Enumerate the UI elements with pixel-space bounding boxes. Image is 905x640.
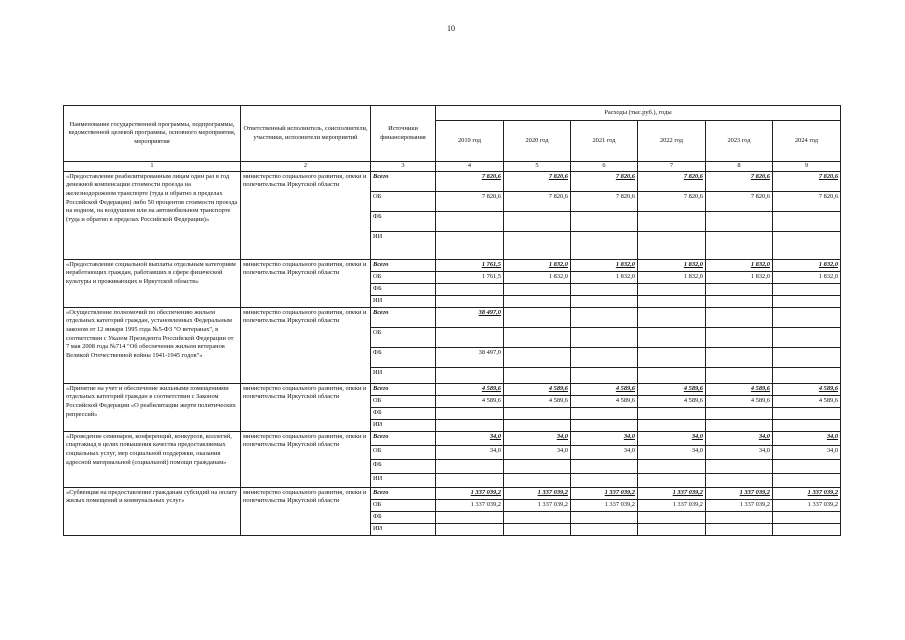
expense-value	[436, 283, 504, 295]
funding-source: ОБ	[371, 191, 436, 211]
expense-value: 7 820,6	[436, 191, 504, 211]
header-year: 2021 год	[571, 121, 638, 162]
funding-source: ИИ	[371, 231, 436, 259]
funding-source: ФБ	[371, 347, 436, 367]
expense-value	[638, 327, 706, 347]
expense-value	[436, 523, 504, 535]
expense-value	[504, 231, 571, 259]
expense-value: 34,0	[436, 445, 504, 459]
expense-value: 1 337 039,2	[436, 487, 504, 499]
expense-value: 34,0	[638, 445, 706, 459]
column-number: 7	[638, 162, 706, 172]
expense-value: 4 589,6	[504, 383, 571, 395]
expense-value: 34,0	[571, 431, 638, 445]
header-year: 2020 год	[504, 121, 571, 162]
executor: министерство социального развития, опеки и попечительства Иркутской области	[241, 383, 371, 431]
column-number: 4	[436, 162, 504, 172]
expense-value	[504, 211, 571, 231]
expense-value: 34,0	[571, 445, 638, 459]
expense-value	[706, 511, 773, 523]
expense-value: 1 832,0	[504, 259, 571, 271]
expense-value: 34,0	[504, 445, 571, 459]
column-number: 3	[371, 162, 436, 172]
funding-source: Всего	[371, 487, 436, 499]
expense-value: 38 497,0	[436, 347, 504, 367]
expense-value: 34,0	[706, 431, 773, 445]
expense-value	[773, 473, 841, 487]
header-year: 2022 год	[638, 121, 706, 162]
expense-value	[504, 407, 571, 419]
page-number: 10	[447, 24, 455, 33]
expense-value: 7 820,6	[436, 171, 504, 191]
expense-value	[571, 307, 638, 327]
table-row	[64, 171, 841, 191]
table-row	[64, 431, 841, 445]
header-executor: Ответственный исполнитель, соисполнители, участники, исполнители мероприятий	[241, 106, 371, 162]
expense-value	[706, 295, 773, 307]
expense-value	[638, 419, 706, 431]
expense-value	[706, 211, 773, 231]
expense-value	[504, 523, 571, 535]
expense-value	[638, 473, 706, 487]
expense-value: 4 589,6	[436, 395, 504, 407]
expense-value	[706, 367, 773, 383]
expense-value	[706, 327, 773, 347]
funding-source: ФБ	[371, 211, 436, 231]
expense-value: 1 337 039,2	[504, 487, 571, 499]
program-name: «Предоставление социальной выплаты отдельным категориям неработающих граждан, работавших в сфере физической культуры и проживающих в Иркутской области»	[64, 259, 241, 307]
expense-value	[638, 407, 706, 419]
expense-value	[571, 231, 638, 259]
expense-value	[571, 523, 638, 535]
table-row	[64, 487, 841, 499]
expense-value	[436, 211, 504, 231]
column-number: 6	[571, 162, 638, 172]
expense-value	[773, 523, 841, 535]
funding-source: ОБ	[371, 271, 436, 283]
expense-value	[504, 511, 571, 523]
expense-value: 4 589,6	[571, 383, 638, 395]
expense-value	[706, 347, 773, 367]
expense-value: 7 820,6	[638, 191, 706, 211]
expense-value: 34,0	[773, 431, 841, 445]
funding-source: Всего	[371, 171, 436, 191]
expense-value	[571, 511, 638, 523]
header-program-name: Наименование государственной программы, подпрограммы, ведомственной целевой программы, основного мероприятия, мероприятия	[64, 106, 241, 162]
expense-value: 1 337 039,2	[571, 487, 638, 499]
expense-value: 38 497,0	[436, 307, 504, 327]
expense-value: 4 589,6	[706, 395, 773, 407]
expense-value: 7 820,6	[706, 171, 773, 191]
expense-value	[773, 511, 841, 523]
expense-value: 1 337 039,2	[773, 499, 841, 511]
table-row	[64, 383, 841, 395]
expense-value	[504, 367, 571, 383]
expense-value	[706, 523, 773, 535]
expense-value: 1 337 039,2	[638, 499, 706, 511]
expense-value	[773, 347, 841, 367]
funding-source: ФБ	[371, 283, 436, 295]
expense-value	[436, 511, 504, 523]
expense-value: 1 832,0	[638, 271, 706, 283]
expense-value	[571, 419, 638, 431]
expense-value	[504, 347, 571, 367]
expense-value	[436, 459, 504, 473]
funding-source: ИИ	[371, 419, 436, 431]
expense-value	[773, 327, 841, 347]
expense-value	[571, 473, 638, 487]
expense-value	[638, 283, 706, 295]
funding-source: ОБ	[371, 395, 436, 407]
expense-value: 1 832,0	[773, 271, 841, 283]
expense-value	[436, 327, 504, 347]
expense-value: 34,0	[773, 445, 841, 459]
expense-value	[436, 295, 504, 307]
expense-value	[504, 473, 571, 487]
funding-source: ИИ	[371, 473, 436, 487]
expense-value: 7 820,6	[504, 191, 571, 211]
expense-value	[706, 231, 773, 259]
expense-value: 4 589,6	[571, 395, 638, 407]
expense-value: 1 337 039,2	[504, 499, 571, 511]
expense-value	[638, 211, 706, 231]
expense-value: 7 820,6	[571, 191, 638, 211]
executor: министерство социального развития, опеки и попечительства Иркутской области	[241, 431, 371, 487]
expense-value	[773, 419, 841, 431]
table-row	[64, 307, 841, 327]
executor: министерство социального развития, опеки и попечительства Иркутской области	[241, 307, 371, 383]
header-sources: Источники финансирования	[371, 106, 436, 162]
expense-value: 4 589,6	[638, 395, 706, 407]
executor: министерство социального развития, опеки и попечительства Иркутской области	[241, 259, 371, 307]
expense-value	[436, 419, 504, 431]
expense-value	[638, 367, 706, 383]
funding-source: ИИ	[371, 523, 436, 535]
expense-value	[773, 307, 841, 327]
expense-value	[571, 459, 638, 473]
expense-value: 1 832,0	[571, 271, 638, 283]
column-number: 8	[706, 162, 773, 172]
expense-value: 1 832,0	[638, 259, 706, 271]
column-number: 9	[773, 162, 841, 172]
expense-value	[638, 523, 706, 535]
expense-value	[706, 459, 773, 473]
expense-value	[638, 307, 706, 327]
expense-value	[571, 295, 638, 307]
expense-value	[638, 511, 706, 523]
expense-value: 4 589,6	[638, 383, 706, 395]
expense-value: 7 820,6	[706, 191, 773, 211]
expense-value: 7 820,6	[773, 191, 841, 211]
funding-source: ИИ	[371, 295, 436, 307]
expense-value: 4 589,6	[773, 395, 841, 407]
expense-value	[504, 459, 571, 473]
expense-value	[638, 295, 706, 307]
program-name: «Проведение семинаров, конференций, конкурсов, коллегий, спартакиад в целях повышения качества предоставляемых социальных услуг, мер социальной поддержки, оказания адресной материальной (социальной) помощи гражданам»	[64, 431, 241, 487]
expense-value	[504, 419, 571, 431]
expense-value: 1 761,5	[436, 259, 504, 271]
table-row	[64, 259, 841, 271]
funding-source: Всего	[371, 307, 436, 327]
column-number: 5	[504, 162, 571, 172]
expense-value	[638, 347, 706, 367]
expense-value	[571, 407, 638, 419]
expense-value	[436, 407, 504, 419]
expense-value: 1 337 039,2	[706, 499, 773, 511]
expense-value	[706, 407, 773, 419]
expense-value: 7 820,6	[571, 171, 638, 191]
column-number: 2	[241, 162, 371, 172]
expense-value	[504, 295, 571, 307]
expense-value	[706, 283, 773, 295]
column-number: 1	[64, 162, 241, 172]
header-year: 2024 год	[773, 121, 841, 162]
expense-value	[571, 367, 638, 383]
expense-value: 1 761,5	[436, 271, 504, 283]
expense-value	[773, 367, 841, 383]
expense-value: 1 337 039,2	[436, 499, 504, 511]
expense-value: 4 589,6	[706, 383, 773, 395]
funding-source: ИИ	[371, 367, 436, 383]
expense-value: 34,0	[436, 431, 504, 445]
expenses-table	[63, 105, 841, 536]
funding-source: ОБ	[371, 445, 436, 459]
expense-value: 7 820,6	[773, 171, 841, 191]
expense-value	[638, 231, 706, 259]
expense-value	[773, 407, 841, 419]
executor: министерство социального развития, опеки и попечительства Иркутской области	[241, 171, 371, 259]
funding-source: ФБ	[371, 511, 436, 523]
expense-value: 34,0	[504, 431, 571, 445]
program-name: «Предоставление реабилитированным лицам один раз в год денежной компенсации стоимости проезда на железнодорожном транспорте (туда и обратно в пределах Российской Федерации) либо 50 процентов стоимости проезда на водном, на воздушном или на автомобильном транспорте (туда и обратно в пределах Российской Федерации)»	[64, 171, 241, 259]
expense-value: 1 832,0	[571, 259, 638, 271]
expense-value: 1 337 039,2	[773, 487, 841, 499]
expense-value: 1 337 039,2	[638, 487, 706, 499]
program-name: «Осуществление полномочий по обеспечению жильем отдельных категорий граждан, установленных Федеральным законом от 12 января 1995 года №5-ФЗ "О ветеранах", в соответствии с Указом Президента Российской Федерации от 7 мая 2008 года №714 "Об обеспечении жильем ветеранов Великой Отечественной войны 1941-1945 годов"»	[64, 307, 241, 383]
program-name: «Субвенция на предоставление гражданам субсидий на оплату жилых помещений и коммунальных услуг»	[64, 487, 241, 535]
expense-value	[504, 283, 571, 295]
funding-source: ФБ	[371, 459, 436, 473]
expense-value: 1 337 039,2	[706, 487, 773, 499]
expense-value	[706, 419, 773, 431]
funding-source: ФБ	[371, 407, 436, 419]
expense-value	[571, 347, 638, 367]
expense-value	[773, 211, 841, 231]
header-year: 2019 год	[436, 121, 504, 162]
funding-source: ОБ	[371, 499, 436, 511]
expense-value	[773, 295, 841, 307]
expense-value	[436, 473, 504, 487]
expense-value: 1 832,0	[706, 259, 773, 271]
header-year: 2023 год	[706, 121, 773, 162]
expense-value	[773, 283, 841, 295]
expense-value: 4 589,6	[436, 383, 504, 395]
expense-value	[571, 283, 638, 295]
funding-source: Всего	[371, 431, 436, 445]
expense-value	[638, 459, 706, 473]
expense-value	[706, 473, 773, 487]
executor: министерство социального развития, опеки и попечительства Иркутской области	[241, 487, 371, 535]
program-name: «Принятие на учет и обеспечение жильными помещениями отдельных категорий граждан в соответствии с Законом Российской Федерации «О реабилитации жертв политических репрессий»	[64, 383, 241, 431]
expense-value: 34,0	[638, 431, 706, 445]
funding-source: Всего	[371, 383, 436, 395]
expense-value: 1 832,0	[773, 259, 841, 271]
expense-value	[504, 327, 571, 347]
expense-value	[571, 211, 638, 231]
expense-value: 4 589,6	[504, 395, 571, 407]
expense-value: 1 832,0	[706, 271, 773, 283]
expense-value: 1 832,0	[504, 271, 571, 283]
header-expenses: Расходы (тыс.руб.), годы	[436, 106, 841, 121]
expense-value	[571, 327, 638, 347]
expense-value	[436, 231, 504, 259]
expense-value: 34,0	[706, 445, 773, 459]
expense-value	[773, 231, 841, 259]
expense-value: 4 589,6	[773, 383, 841, 395]
expense-value	[436, 367, 504, 383]
funding-source: Всего	[371, 259, 436, 271]
expense-value	[773, 459, 841, 473]
expense-value: 7 820,6	[638, 171, 706, 191]
expense-value: 7 820,6	[504, 171, 571, 191]
funding-source: ОБ	[371, 327, 436, 347]
expense-value	[504, 307, 571, 327]
expense-value: 1 337 039,2	[571, 499, 638, 511]
expense-value	[706, 307, 773, 327]
